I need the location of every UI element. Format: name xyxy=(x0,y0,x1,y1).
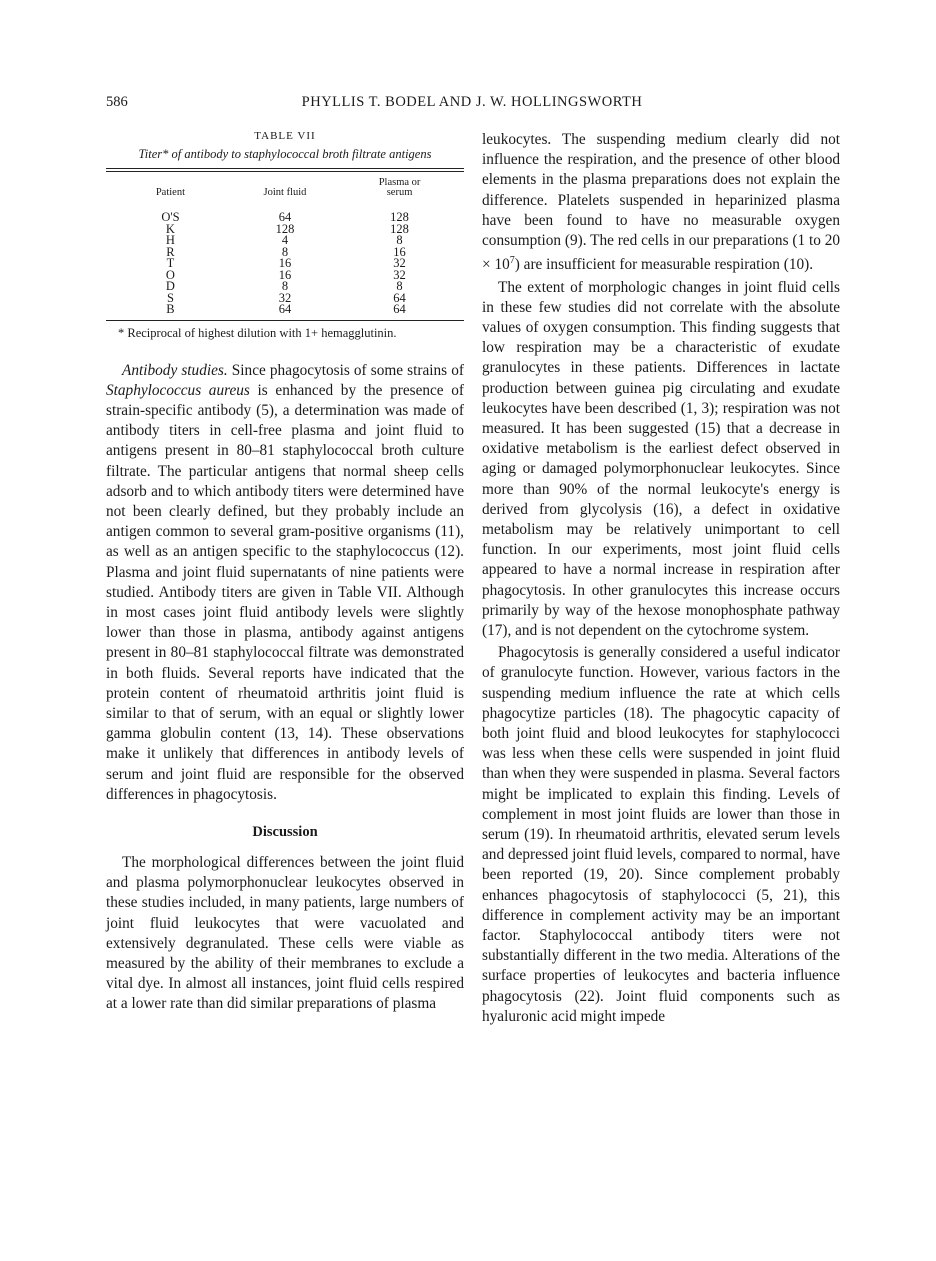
cell-patient: K xyxy=(165,221,175,236)
morphology-paragraph: The extent of morphologic changes in joint fluid cells in these few studies did not correlate with the absolute values of oxygen consumption. This finding suggests that low respiration may be a characteristic of exudate granulocytes in these patients. Differences in lactate production between guinea pig circulating and exudate leukocytes have been described (1, 3); respiration was not measured. It has been suggested (15) that a decrease in oxidative metabolism is the earliest defect observed in aging or damaged polymorphonuclear leukocytes. Since more than 90% of the normal leukocyte's energy is derived from glycolysis (16), a defect in oxidative metabolism may be relatively unimportant to cell function. In our experiments, most joint fluid cells appeared to have a normal increase in respiration after phagocytosis. In other granulocytes this increase occurs primarily by way of the hexose monophosphate pathway (17), and is not dependent on the cytochrome system. xyxy=(482,278,840,639)
cell-patient: O'S xyxy=(161,210,180,224)
continued-paragraph xyxy=(482,130,840,276)
exponent: 7 xyxy=(509,255,515,267)
cell-patient: H xyxy=(165,233,175,247)
left-column xyxy=(106,130,464,1015)
cell-joint-fluid: 64 xyxy=(278,302,292,316)
column-header-joint-fluid: Joint fluid xyxy=(263,187,307,198)
cell-plasma-serum: 64 xyxy=(393,290,406,305)
table-vii xyxy=(106,130,464,341)
table-label: TABLE VII xyxy=(254,130,316,142)
running-head xyxy=(106,94,838,114)
discussion-paragraph: The morphological differences between the joint fluid and plasma polymorphonuclear leukocytes observed in these studies included, in many patients, large numbers of joint fluid leukocytes that were vacuolated and extensively degranulated. These cells were viable as measured by the ability of their membranes to exclude a vital dye. In almost all instances, joint fluid cells respired at a lower rate than did similar preparations of plasma xyxy=(106,853,464,1013)
cell-patient: D xyxy=(165,279,175,293)
table-row xyxy=(106,206,464,224)
cell-plasma-serum: 32 xyxy=(393,267,406,282)
cell-plasma-serum: 128 xyxy=(390,221,409,236)
cell-joint-fluid: 128 xyxy=(275,221,295,236)
table-row xyxy=(106,304,464,320)
table-footnote: * Reciprocal of highest dilution with 1+ hemagglutinin. xyxy=(118,325,397,340)
cell-joint-fluid: 4 xyxy=(281,233,289,247)
cell-joint-fluid: 8 xyxy=(281,279,289,293)
table-title: Titer* of antibody to staphylococcal broth filtrate antigens xyxy=(138,147,432,161)
running-title: PHYLLIS T. BODEL AND J. W. HOLLINGSWORTH xyxy=(301,94,643,110)
antibody-text-2: is enhanced by the presence of strain-specific antibody (5), a determination was made of antibody titers in cell-free plasma and joint fluid to antigens present in 80–81 staphylococcal broth culture filtrate. The particular antigens that normal sheep cells adsorb and to which antibody titers were determined have not been clearly defined, but they probably include an antigen common to several gram-positive organisms (11), as well as an antigen specific to the staphylococcus (12). Plasma and joint fluid supernatants of nine patients were studied. Antibody titers are given in Table VII. Although in most cases joint fluid antibody levels were slightly lower than those in plasma, antibody against antigens present in 80–81 staphylococcal filtrate was demonstrated in both fluids. Several reports have indicated that the protein content of rheumatoid arthritis joint fluid is similar to that of serum, with an equal or slightly lower gamma globulin content (13, 14). These observations make it unlikely that differences in antibody levels of serum and joint fluid are responsible for the observed differences in phagocytosis. xyxy=(106,381,464,803)
cell-joint-fluid: 8 xyxy=(281,244,289,259)
right-column xyxy=(482,130,840,1027)
cell-patient: O xyxy=(165,267,175,282)
cell-patient: B xyxy=(166,302,175,316)
column-header-patient: Patient xyxy=(155,187,186,198)
titer-table xyxy=(106,172,464,320)
table-bottom-rule xyxy=(106,320,464,321)
cell-joint-fluid: 16 xyxy=(278,267,292,282)
cell-patient: T xyxy=(166,256,175,270)
cell-plasma-serum: 8 xyxy=(396,233,403,247)
antibody-studies-paragraph xyxy=(106,361,464,805)
table-body xyxy=(106,206,464,320)
cell-patient: S xyxy=(166,290,174,305)
continued-text-2: ) are insufficient for measurable respiration (10). xyxy=(514,256,814,274)
antibody-text-1: Since phagocytosis of some strains of xyxy=(227,361,464,379)
cell-joint-fluid: 32 xyxy=(278,290,292,305)
phagocytosis-paragraph: Phagocytosis is generally considered a useful indicator of granulocyte function. However, various factors in the suspending medium influence the rate at which cells phagocytize particles (18). The phagocytic capacity of both joint fluid and blood leukocytes for staphylococci was less when these cells were suspended in joint fluid than when they were suspended in plasma. Several factors might be implicated to explain this finding. Levels of complement in most joint fluids are lower than those in serum (19). In rheumatoid arthritis, elevated serum levels and depressed joint fluid levels, compared to normal, have been reported (19, 20). Since complement probably enhances phagocytosis of staphylococci (5, 21), this difference in complement activity may be an important factor. Staphylococcal antibody titers were not substantially different in the two media. Alterations of the surface properties of leukocytes and bacteria influence phagocytosis (22). Joint fluid components such as hyaluronic acid might impede xyxy=(482,644,840,1025)
page-number: 586 xyxy=(106,94,128,110)
column-header-plasma-serum: Plasma or serum xyxy=(378,177,421,198)
cell-plasma-serum: 128 xyxy=(390,210,409,224)
cell-plasma-serum: 64 xyxy=(393,302,406,316)
cell-plasma-serum: 8 xyxy=(396,279,403,293)
cell-joint-fluid: 16 xyxy=(278,256,292,270)
section-run-in-heading: Antibody studies. xyxy=(122,361,228,379)
cell-joint-fluid: 64 xyxy=(278,210,292,224)
table-header-row xyxy=(106,172,464,206)
species-name: Staphylococcus aureus xyxy=(106,381,250,399)
continued-text-1: leukocytes. The suspending medium clearly did not influence the respiration, and the presence of other blood elements in the plasma preparations does not explain the difference. Platelets suspended in heparinized plasma have been found to have no measurable oxygen consumption (9). The red cells in our preparations (1 to 20 × 10 xyxy=(482,131,840,274)
cell-patient: R xyxy=(166,244,175,259)
discussion-heading: Discussion xyxy=(252,823,318,840)
cell-plasma-serum: 16 xyxy=(393,244,406,259)
cell-plasma-serum: 32 xyxy=(393,256,406,270)
